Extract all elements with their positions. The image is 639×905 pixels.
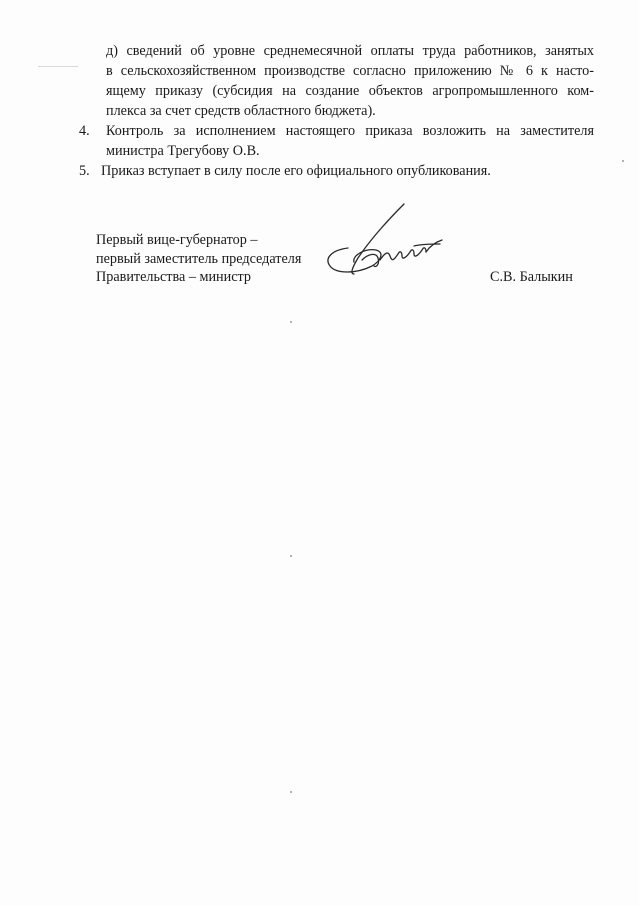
item-4-line-1: Контроль за исполнением настоящего приказа возложить на заместителя	[106, 123, 594, 139]
signatory-position-line-3: Правительства – министр	[96, 269, 251, 285]
item-d-line-1: д) сведений об уровне среднемесячной оплаты труда работников, занятых	[106, 43, 594, 59]
item-d-line-3: ящему приказу (субсидия на создание объектов агропромышленного ком-	[106, 83, 594, 99]
signatory-position-line-1: Первый вице-губернатор –	[96, 232, 258, 248]
scan-speck	[622, 160, 624, 162]
signatory-position-line-2: первый заместитель председателя	[96, 250, 302, 267]
scan-artifact	[38, 66, 78, 67]
scan-speck	[290, 321, 292, 323]
scan-speck	[290, 555, 292, 557]
signatory-position	[96, 231, 301, 287]
item-5-number: 5.	[79, 163, 90, 179]
item-5-line-1: Приказ вступает в силу после его официального опубликования.	[101, 163, 491, 179]
signatory-name: С.В. Балыкин	[490, 269, 573, 285]
scan-speck	[290, 791, 292, 793]
item-4-line-2: министра Трегубову О.В.	[106, 143, 260, 159]
handwritten-signature	[318, 198, 458, 288]
item-4-number: 4.	[79, 123, 90, 139]
item-d-line-4: плекса за счет средств областного бюджета).	[106, 103, 376, 119]
item-d-line-2: в сельскохозяйственном производстве согласно приложению № 6 к насто-	[106, 63, 594, 79]
